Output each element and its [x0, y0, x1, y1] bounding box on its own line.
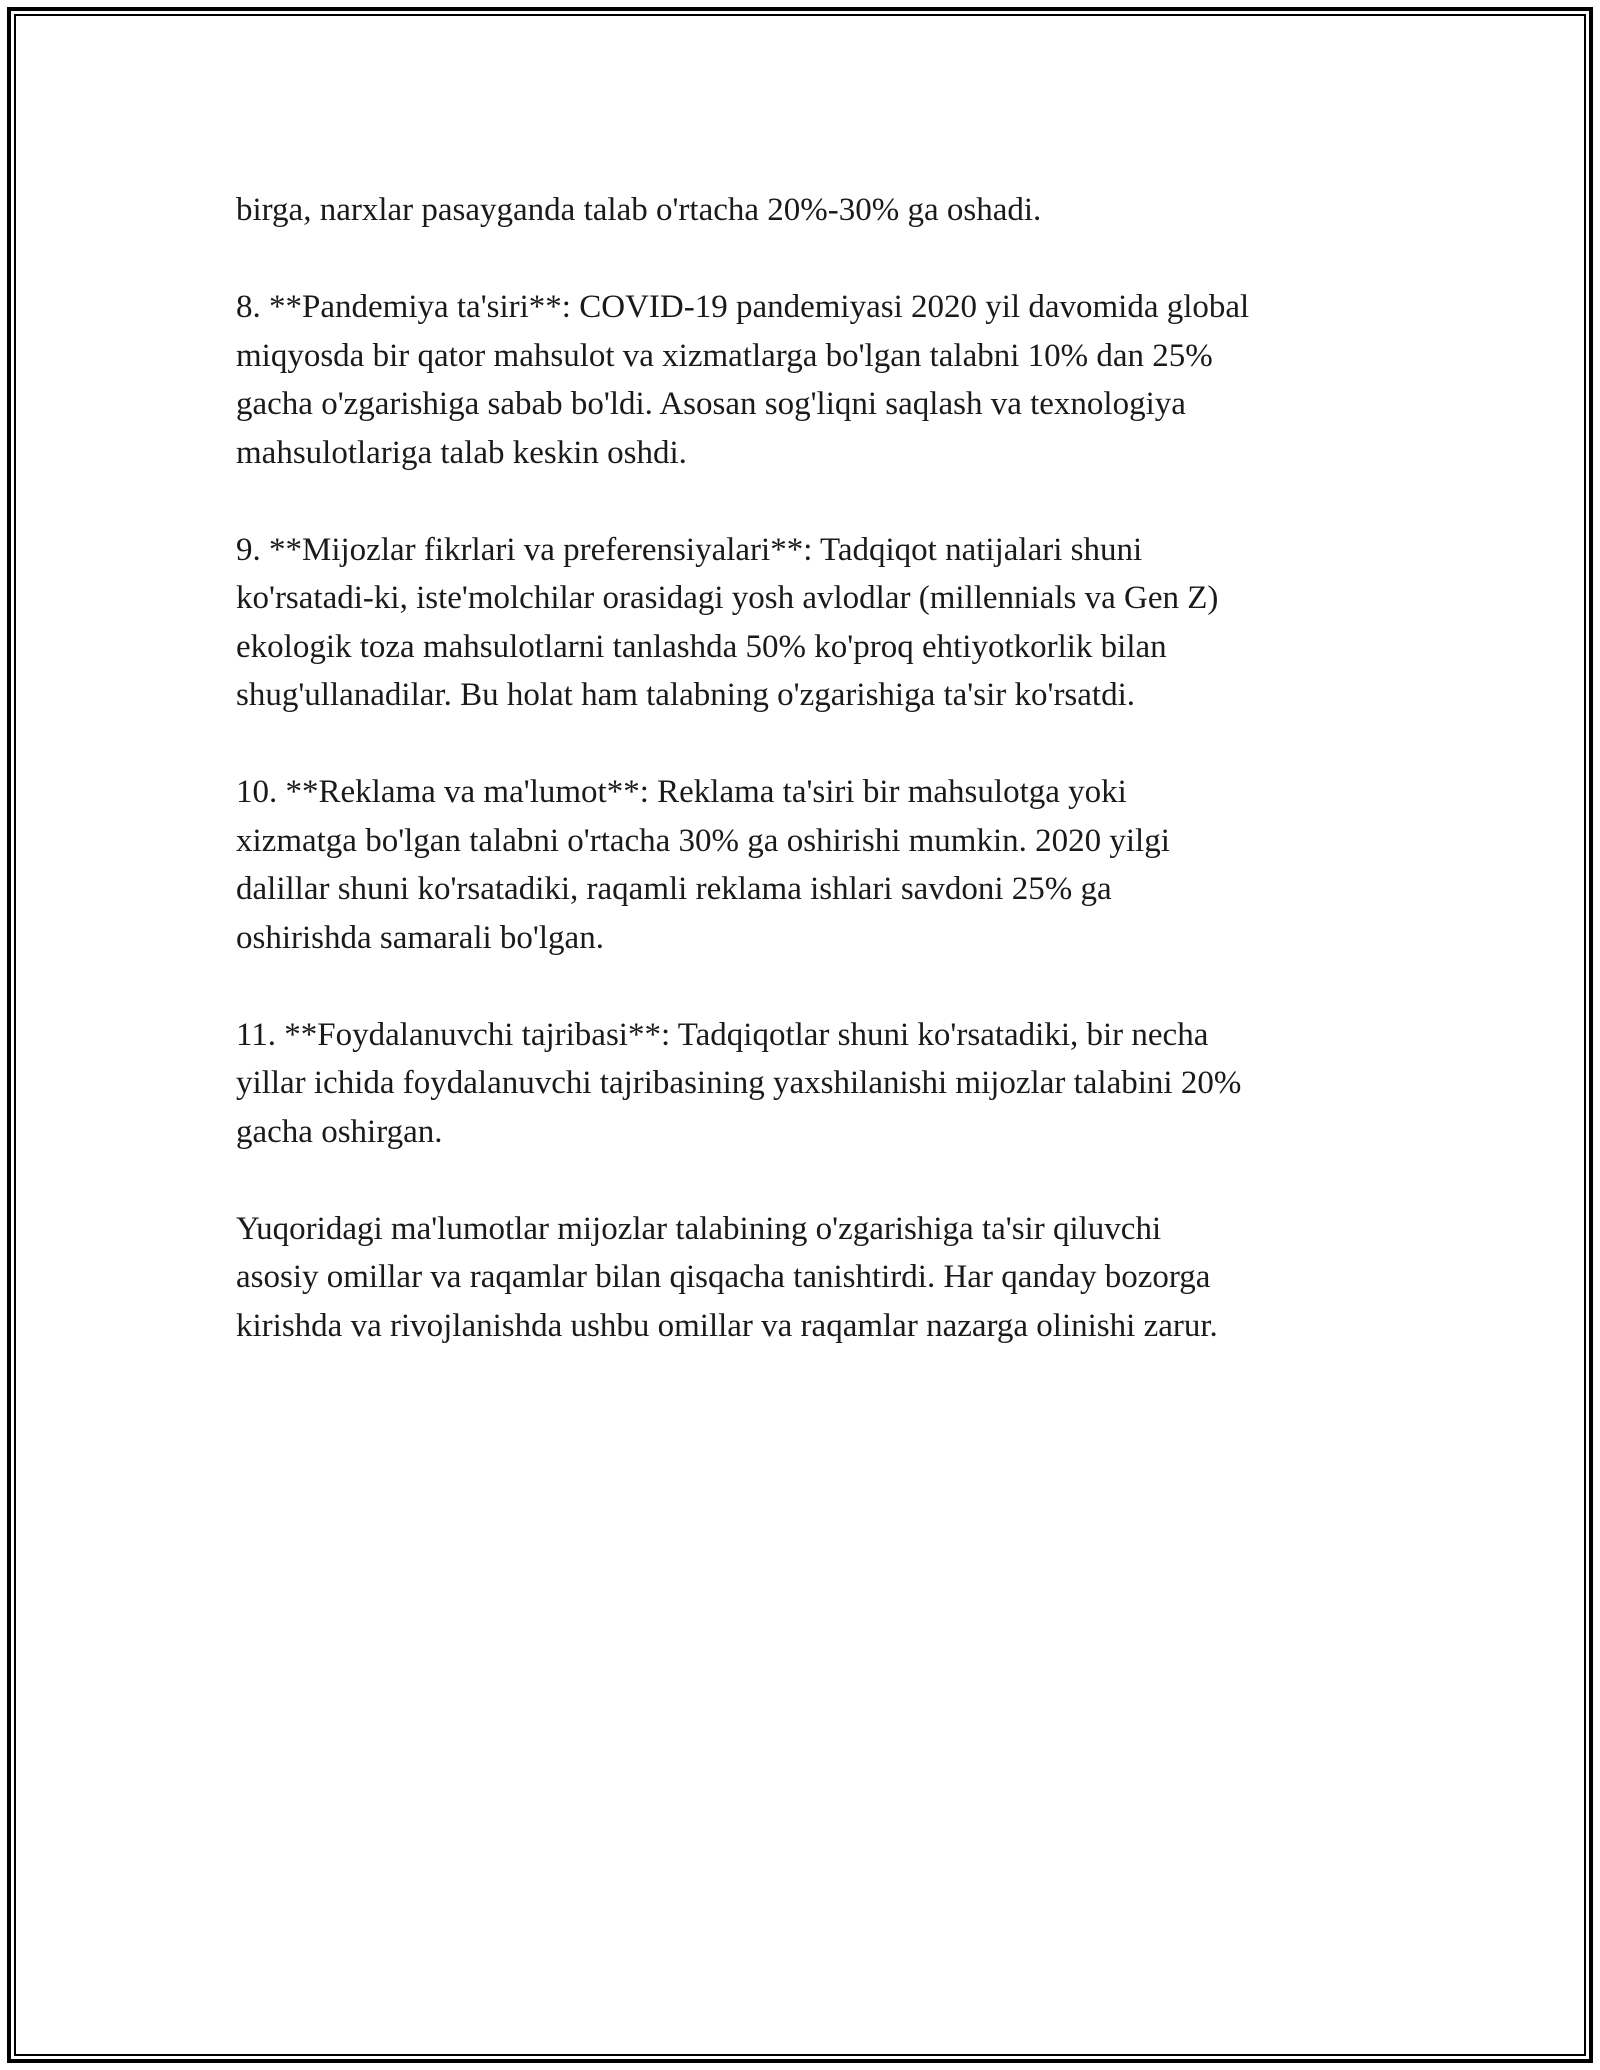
paragraph-conclusion: Yuqoridagi ma'lumotlar mijozlar talabining o'zgarishiga ta'sir qiluvchi asosiy omillar va raqamlar bilan qisqacha tanishtirdi. Har qanday bozorga kirishda va rivojlanishda ushbu omillar va raqamlar nazarga olinishi zarur.	[236, 1210, 1218, 1344]
paragraph-advertising: 10. **Reklama va ma'lumot**: Reklama ta'siri bir mahsulotga yoki xizmatga bo'lgan talabni o'rtacha 30% ga oshirishi mumkin. 2020 yilgi dalillar shuni ko'rsatadiki, raqamli reklama ishlari savdoni 25% ga oshirishda samarali bo'lgan.	[236, 774, 1170, 956]
paragraph-continuation: birga, narxlar pasayganda talab o'rtacha 20%-30% ga oshadi.	[236, 192, 1042, 228]
paragraph-user-experience: 11. **Foydalanuvchi tajribasi**: Tadqiqotlar shuni ko'rsatadiki, bir necha yillar ichida foydalanuvchi tajribasining yaxshilanishi mijozlar talabini 20% gacha oshirgan.	[236, 1016, 1242, 1150]
document-body	[236, 186, 1386, 1399]
paragraph-pandemic-impact: 8. **Pandemiya ta'siri**: COVID-19 pandemiyasi 2020 yil davomida global miqyosda bir qator mahsulot va xizmatlarga bo'lgan talabni 10% dan 25% gacha o'zgarishiga sabab bo'ldi. Asosan sog'liqni saqlash va texnologiya mahsulotlariga talab keskin oshdi.	[236, 289, 1250, 471]
paragraph-customer-preferences: 9. **Mijozlar fikrlari va preferensiyalari**: Tadqiqot natijalari shuni ko'rsatadi-ki, iste'molchilar orasidagi yosh avlodlar (millennials va Gen Z) ekologik toza mahsulotlarni tanlashda 50% ko'proq ehtiyotkorlik bilan shug'ullanadilar. Bu holat ham talabning o'zgarishiga ta'sir ko'rsatdi.	[236, 531, 1219, 713]
